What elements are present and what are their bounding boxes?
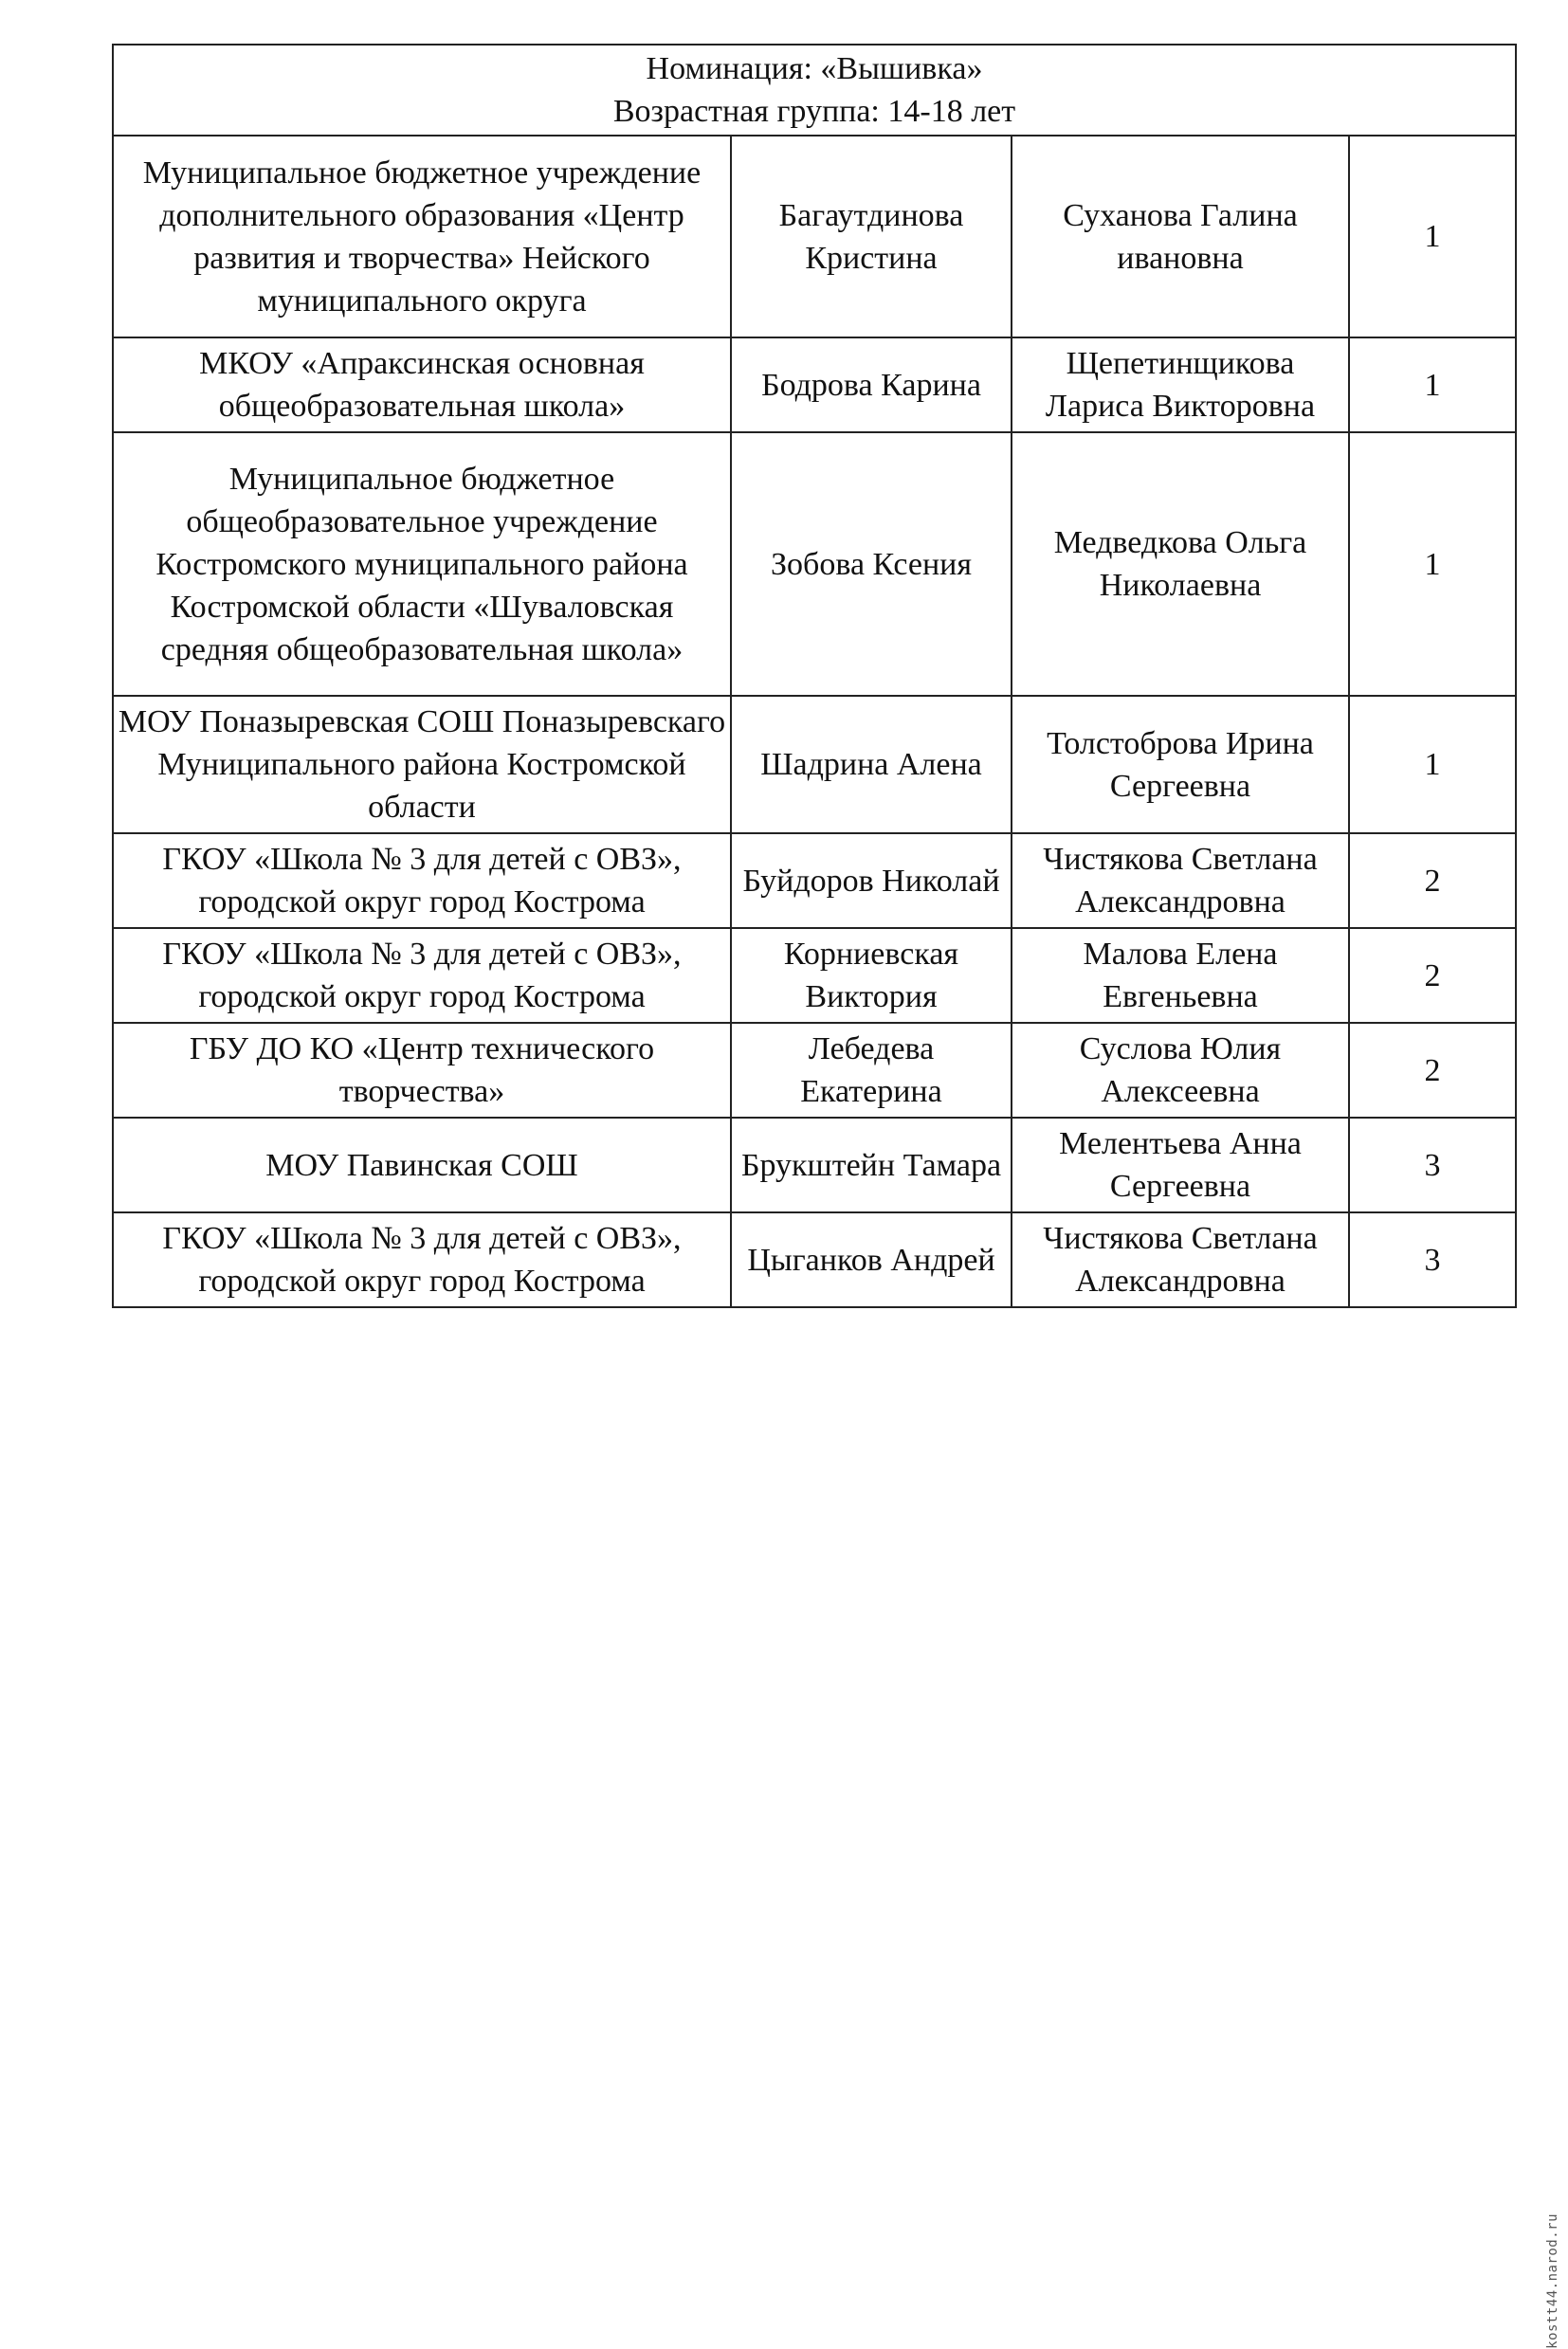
table-row: [113, 1212, 1516, 1307]
participant-cell: Корниевская Виктория: [731, 928, 1012, 1023]
participant-cell: Бодрова Карина: [731, 337, 1012, 432]
participant-cell: Шадрина Алена: [731, 696, 1012, 833]
results-table: [112, 44, 1517, 1308]
place-cell: 2: [1349, 833, 1516, 928]
teacher-cell: Малова Елена Евгеньевна: [1012, 928, 1349, 1023]
participant-cell: Буйдоров Николай: [731, 833, 1012, 928]
place-cell: 2: [1349, 1023, 1516, 1118]
participant-cell: Багаутдинова Кристина: [731, 136, 1012, 337]
table-header-row: [113, 45, 1516, 136]
table-row: [113, 1118, 1516, 1212]
table-row: [113, 136, 1516, 337]
nomination-title: Номинация: «Вышивка»: [646, 51, 983, 86]
teacher-cell: Чистякова Светлана Александровна: [1012, 833, 1349, 928]
participant-cell: Лебедева Екатерина: [731, 1023, 1012, 1118]
place-cell: 1: [1349, 136, 1516, 337]
organization-cell: МОУ Поназыревская СОШ Поназыревскаго Муниципального района Костромской области: [113, 696, 731, 833]
teacher-cell: Чистякова Светлана Александровна: [1012, 1212, 1349, 1307]
place-cell: 1: [1349, 696, 1516, 833]
organization-cell: Муниципальное бюджетное общеобразовательное учреждение Костромского муниципального района Костромской области «Шуваловская средняя общеобразовательная школа»: [113, 432, 731, 696]
participant-cell: Зобова Ксения: [731, 432, 1012, 696]
teacher-cell: Суханова Галина ивановна: [1012, 136, 1349, 337]
teacher-cell: Мелентьева Анна Сергеевна: [1012, 1118, 1349, 1212]
age-group-title: Возрастная группа: 14-18 лет: [612, 94, 1016, 129]
organization-cell: Муниципальное бюджетное учреждение дополнительного образования «Центр развития и творчества» Нейского муниципального округа: [113, 136, 731, 337]
table-row: [113, 432, 1516, 696]
table-row: [113, 928, 1516, 1023]
teacher-cell: Щепетинщикова Лариса Викторовна: [1012, 337, 1349, 432]
teacher-cell: Суслова Юлия Алексеевна: [1012, 1023, 1349, 1118]
organization-cell: ГКОУ «Школа № 3 для детей с ОВЗ», городской округ город Кострома: [113, 833, 731, 928]
place-cell: 1: [1349, 337, 1516, 432]
place-cell: 2: [1349, 928, 1516, 1023]
teacher-cell: Толстоброва Ирина Сергеевна: [1012, 696, 1349, 833]
table-row: [113, 337, 1516, 432]
organization-cell: МОУ Павинская СОШ: [113, 1118, 731, 1212]
place-cell: 3: [1349, 1212, 1516, 1307]
table-row: [113, 1023, 1516, 1118]
place-cell: 1: [1349, 432, 1516, 696]
participant-cell: Брукштейн Тамара: [731, 1118, 1012, 1212]
participant-cell: Цыганков Андрей: [731, 1212, 1012, 1307]
teacher-cell: Медведкова Ольга Николаевна: [1012, 432, 1349, 696]
organization-cell: ГБУ ДО КО «Центр технического творчества»: [113, 1023, 731, 1118]
table-header-cell: [113, 45, 1516, 136]
table-row: [113, 696, 1516, 833]
place-cell: 3: [1349, 1118, 1516, 1212]
site-watermark: kostt44.narod.ru: [1545, 2213, 1560, 2349]
table-row: [113, 833, 1516, 928]
organization-cell: ГКОУ «Школа № 3 для детей с ОВЗ», городской округ город Кострома: [113, 1212, 731, 1307]
organization-cell: ГКОУ «Школа № 3 для детей с ОВЗ», городской округ город Кострома: [113, 928, 731, 1023]
organization-cell: МКОУ «Апраксинская основная общеобразовательная школа»: [113, 337, 731, 432]
